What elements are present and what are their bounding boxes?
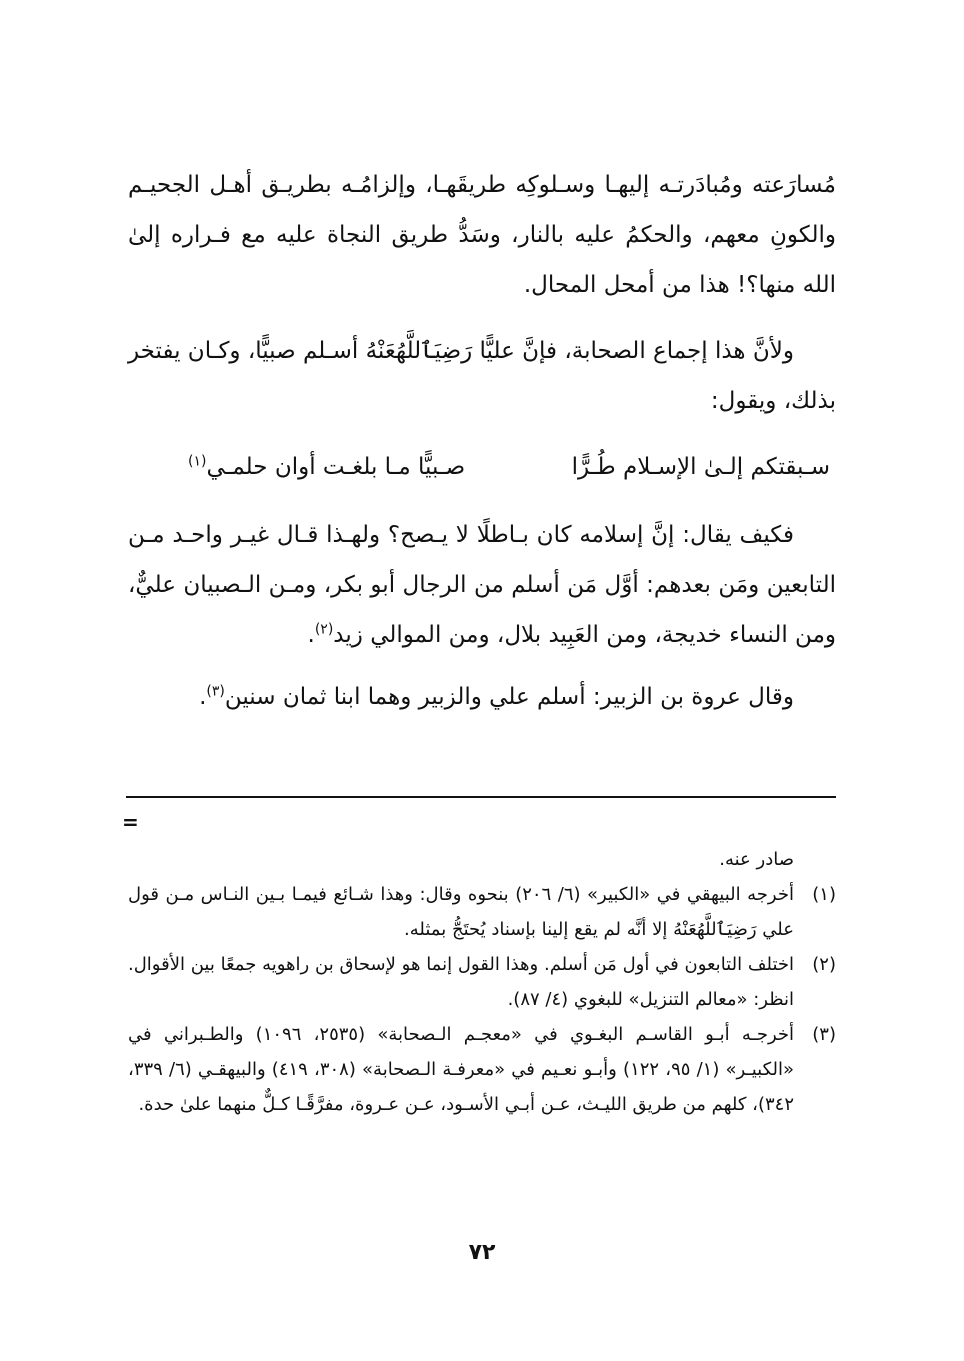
paragraph-4-text: وقال عروة بن الزبير: أسلم علي والزبير وهما ابنا ثمان سنين: [224, 684, 794, 710]
footnote-number: (٣): [812, 1024, 836, 1045]
footnote-number: (١): [812, 884, 836, 905]
paragraph-3-end: .: [307, 622, 315, 648]
verse-first-hemistich: سـبقتكم إلـىٰ الإسـلام طُـرًّا: [571, 454, 830, 480]
footnote-ref-1[interactable]: (١): [188, 453, 207, 470]
page-number: ٧٢: [468, 1240, 496, 1265]
footnote-number: (٢): [812, 954, 836, 975]
paragraph-4-end: .: [199, 684, 207, 710]
footnote-text: اختلف التابعون في أول مَن أسلم. وهذا القول إنما هو لإسحاق بن راهويه جمعًا بين الأقوال. انظر: «معالم التنزيل» للبغوي (٤/ ٨٧).: [128, 954, 794, 1010]
paragraph-3: [128, 510, 836, 660]
poem-verse: [128, 442, 836, 492]
footnotes: [128, 842, 836, 1122]
footnote-3: [128, 1017, 836, 1122]
paragraph-2: ولأنَّ هذا إجماع الصحابة، فإنَّ عليًّا رَضِيَٱللَّهُعَنْهُ أسـلم صبيًّا، وكـان يفتخر بذلك، ويقول:: [127, 338, 836, 414]
paragraph-3-text: فكيف يقال: إنَّ إسلامه كان بـاطلًا لا يـصح؟ ولهـذا قـال غيـر واحـد مـن التابعين ومَن بعدهم: أوَّل مَن أسلم من الرجال أبو بكر، ومـن الـصبيان عليٌّ، ومن النساء خديجة، ومن العَبِيد بلال، ومن الموالي زيد: [128, 522, 836, 648]
paragraph-4: [128, 672, 836, 722]
verse-second-hemistich-text: صـبيًّا مـا بلغـت أوان حلمـي: [206, 454, 466, 480]
footnote-1: [128, 877, 836, 947]
footnote-carry-over: صادر عنه.: [719, 849, 794, 870]
footnote-ref-3[interactable]: (٣): [206, 683, 225, 700]
footnote-text: أخرجه البيهقي في «الكبير» (٦/ ٢٠٦) بنحوه وقال: وهذا شـائع فيمـا بـين النـاس مـن قول علي رَضِيَٱللَّهُعَنْهُ إلا أنَّه لم يقع إلينا بإسناد يُحتَجُّ بمثله.: [128, 884, 794, 940]
continuation-mark: =: [122, 810, 139, 834]
paragraph-1: مُسارَعته ومُبادَرتـه إليهـا وسـلوكِه طريقَهـا، وإلزامُـه بطريـق أهـل الجحيـم والكونِ معهم، والحكمُ عليه بالنار، وسَدُّ طريق النجاة عليه مع فـراره إلىٰ الله منها؟! هذا من أمحل المحال.: [128, 172, 836, 298]
footnote-text: أخرجـه أبـو القاسـم البغـوي في «معجـم الـصحابة» (٢٥٣٥، ١٠٩٦) والطـبراني في «الكبيـر» (١/ ٩٥، ١٢٢) وأبـو نعـيم في «معرفـة الـصحابة» (٣٠٨، ٤١٩) والبيهقـي (٦/ ٣٣٩، ٣٤٢)، كلهم من طريق الليـث، عـن أبـي الأسـود، عـن عـروة، مفرَّقًـا كـلٌّ منهما علىٰ حدة.: [128, 1024, 795, 1115]
verse-second-hemistich: [188, 442, 465, 492]
footnote-ref-2[interactable]: (٢): [314, 621, 334, 638]
footnote-separator: [126, 796, 836, 798]
footnote-2: [128, 947, 836, 1017]
main-text: [128, 160, 836, 722]
